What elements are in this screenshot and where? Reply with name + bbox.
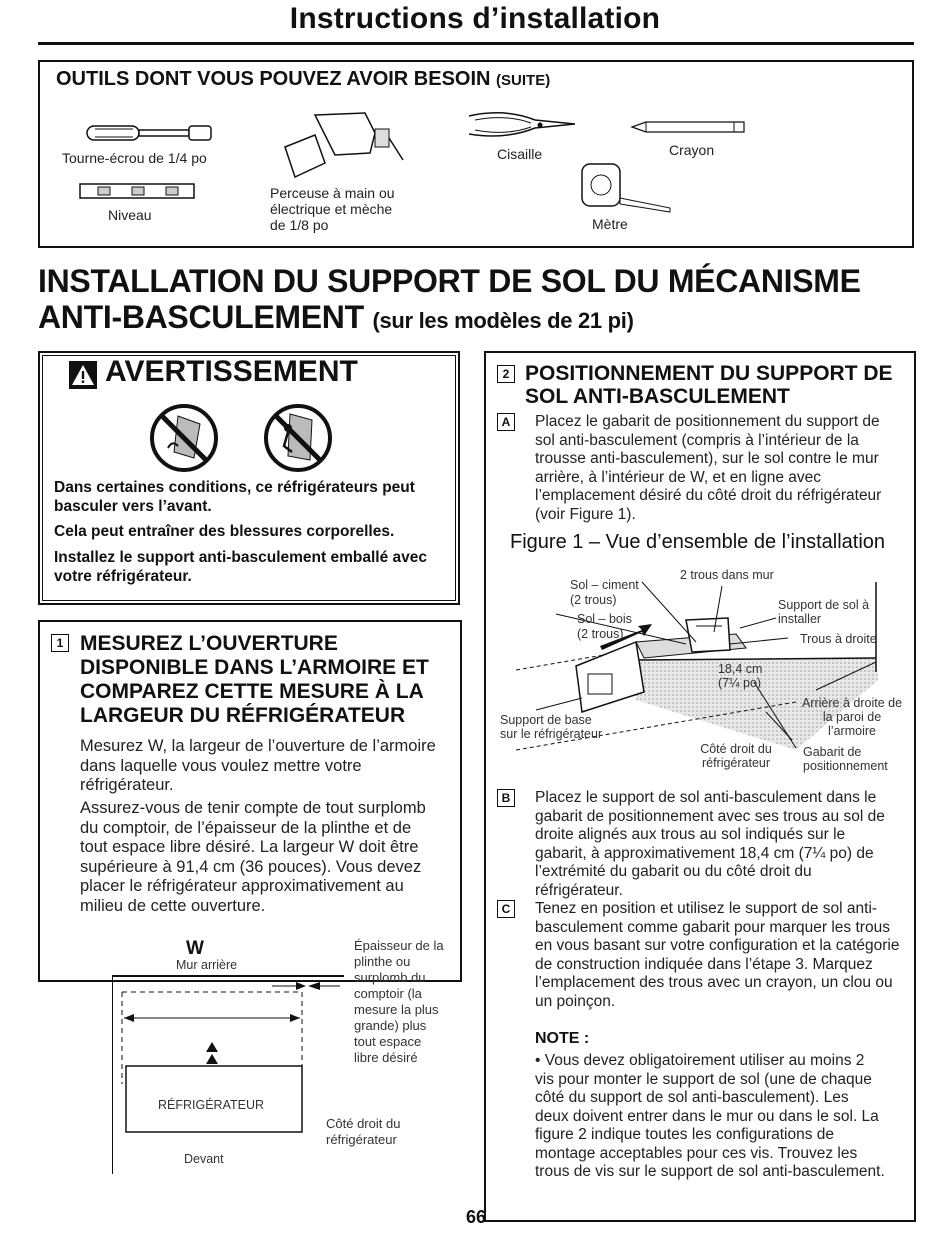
tools-title-text: OUTILS DONT VOUS POUVEZ AVOIR BESOIN: [56, 68, 491, 90]
nut-driver-icon: [85, 118, 215, 148]
main-title-subtitle: (sur les modèles de 21 pi): [372, 308, 634, 333]
tools-title-suffix: (SUITE): [496, 72, 551, 89]
main-title-line1: INSTALLATION DU SUPPORT DE SOL DU MÉCANISME: [38, 263, 861, 299]
step2-number: 2: [497, 365, 515, 383]
tape-measure-icon: [578, 160, 678, 216]
main-title: [38, 263, 861, 339]
step2-b-marker: B: [497, 789, 515, 807]
fig-template: Gabarit de positionnement: [803, 745, 888, 773]
figure-1-title: Figure 1 – Vue d’ensemble de l’installation: [510, 531, 886, 553]
fig-dimension-cm: 18,4 cm: [718, 662, 763, 676]
tools-title: [56, 68, 550, 91]
fig-rear-right: Arrière à droite de la paroi de l’armoire: [801, 696, 903, 738]
warning-triangle-icon: [68, 360, 98, 390]
page-header-title: Instructions d’installation: [289, 2, 661, 35]
level-icon: [78, 180, 198, 202]
fig-dimension-in: (7¼ po): [718, 676, 762, 690]
header-rule: [38, 42, 914, 45]
fig-two-holes-wall: 2 trous dans mur: [680, 568, 774, 582]
fig-holes-right: Trous à droite: [800, 632, 877, 646]
step1-paragraph-1: Mesurez W, la largeur de l’ouverture de l’armoire dans laquelle vous voulez mettre votre réfrigérateur.: [80, 737, 436, 794]
page-number: 66: [466, 1207, 487, 1227]
fig-floor-wood: Sol – bois: [577, 612, 632, 626]
fig-two-holes-2: (2 trous): [577, 627, 624, 641]
opening-diagram: [112, 974, 347, 1182]
step2-note-label: NOTE :: [535, 1030, 590, 1047]
drill-label-3: de 1/8 po: [270, 217, 329, 233]
warning-paragraph-2: Cela peut entraîner des blessures corporelles.: [54, 523, 395, 540]
fridge-label: RÉFRIGÉRATEUR: [158, 1098, 265, 1112]
step2-c-marker: C: [497, 900, 515, 918]
pencil-icon: [630, 120, 750, 134]
step2-a-text: Placez le gabarit de positionnement du support de sol anti-basculement (compris à l’intérieur de la trousse anti-basculement), sur le sol contre le mur arrière, à l’intérieur de W, et en ligne avec l’emplacement désiré du côté droit du réfrigérateur (voir Figure 1).: [535, 413, 882, 523]
step2-c-text: Tenez en position et utilisez le support de sol anti-basculement comme gabarit pour marquer les trous en vous basant sur votre configuration et la catégorie de construction indiquée dans l’étape 3. Marquez l’emplacement des trous avec un crayon, un clou ou un poinçon.: [535, 900, 900, 1010]
no-tipping-icon: [148, 402, 220, 474]
warning-paragraph-1: Dans certaines conditions, ce réfrigérateurs peut basculer vers l’avant.: [54, 479, 415, 515]
step2-a-marker: A: [497, 413, 515, 431]
drill-label-1: Perceuse à main ou: [270, 185, 395, 201]
fig-right-side: Côté droit du réfrigérateur: [700, 742, 772, 770]
fig-fridge-base: Support de base sur le réfrigérateur: [500, 713, 603, 741]
tape-measure-label: Mètre: [592, 216, 628, 232]
cutters-icon: [465, 108, 585, 142]
level-label: Niveau: [108, 207, 152, 223]
drill-icon: [275, 105, 405, 185]
back-wall-label: Mur arrière: [176, 958, 238, 972]
step1-heading: MESUREZ L’OUVERTURE DISPONIBLE DANS L’ARMOIRE ET COMPAREZ CETTE MESURE À LA LARGEUR DU RÉFRIGÉRATEUR: [80, 632, 429, 727]
step2-note-text: • Vous devez obligatoirement utiliser au moins 2 vis pour monter le support de sol (une de chaque côté du support de sol anti-basculement). Les deux doivent entrer dans le mur ou dans le sol. La figure 2 indique toutes les configurations de montage acceptables pour ces vis. Trouvez les trous de vis sur le support de sol anti-basculement.: [535, 1052, 885, 1180]
warning-heading: AVERTISSEMENT: [105, 355, 358, 388]
step2-heading: POSITIONNEMENT DU SUPPORT DE SOL ANTI-BASCULEMENT: [525, 362, 893, 408]
no-climbing-icon: [262, 402, 334, 474]
step1-paragraph-2: Assurez-vous de tenir compte de tout surplomb du comptoir, de l’épaisseur de la plinthe et de tout espace libre désiré. La largeur W doit être supérieure à 91,4 cm (36 pouces). Vous devez placer le réfrigérateur approximativement au milieu de cette ouverture.: [80, 799, 426, 915]
warning-paragraph-3: Installez le support anti-basculement emballé avec votre réfrigérateur.: [54, 549, 427, 585]
drill-label-2: électrique et mèche: [270, 201, 393, 217]
step2-b-text: Placez le support de sol anti-basculement dans le gabarit de positionnement avec ses trous au sol de droite alignés aux trous au sol indiqués sur le gabarit, à approximativement 18,4 cm (7¼ po) de l’extrémité du gabarit ou du côté droit du réfrigérateur.: [535, 789, 885, 899]
pencil-label: Crayon: [669, 142, 715, 158]
fig-floor-cement: Sol – ciment: [570, 578, 639, 592]
fig-bracket-install: Support de sol à installer: [778, 598, 870, 626]
cutters-label: Cisaille: [497, 146, 543, 162]
step1-number: 1: [51, 634, 69, 652]
fridge-side-label: Côté droit du réfrigérateur: [326, 1116, 401, 1147]
w-label: W: [186, 938, 204, 959]
front-label: Devant: [184, 1152, 224, 1166]
thickness-label: Épaisseur de la plinthe ou surplomb du comptoir (la mesure la plus grande) plus tout espace libre désiré: [354, 938, 444, 1065]
main-title-line2: ANTI-BASCULEMENT: [38, 299, 364, 335]
fig-two-holes-1: (2 trous): [570, 593, 617, 607]
nut-driver-label: Tourne-écrou de 1/4 po: [62, 150, 207, 166]
